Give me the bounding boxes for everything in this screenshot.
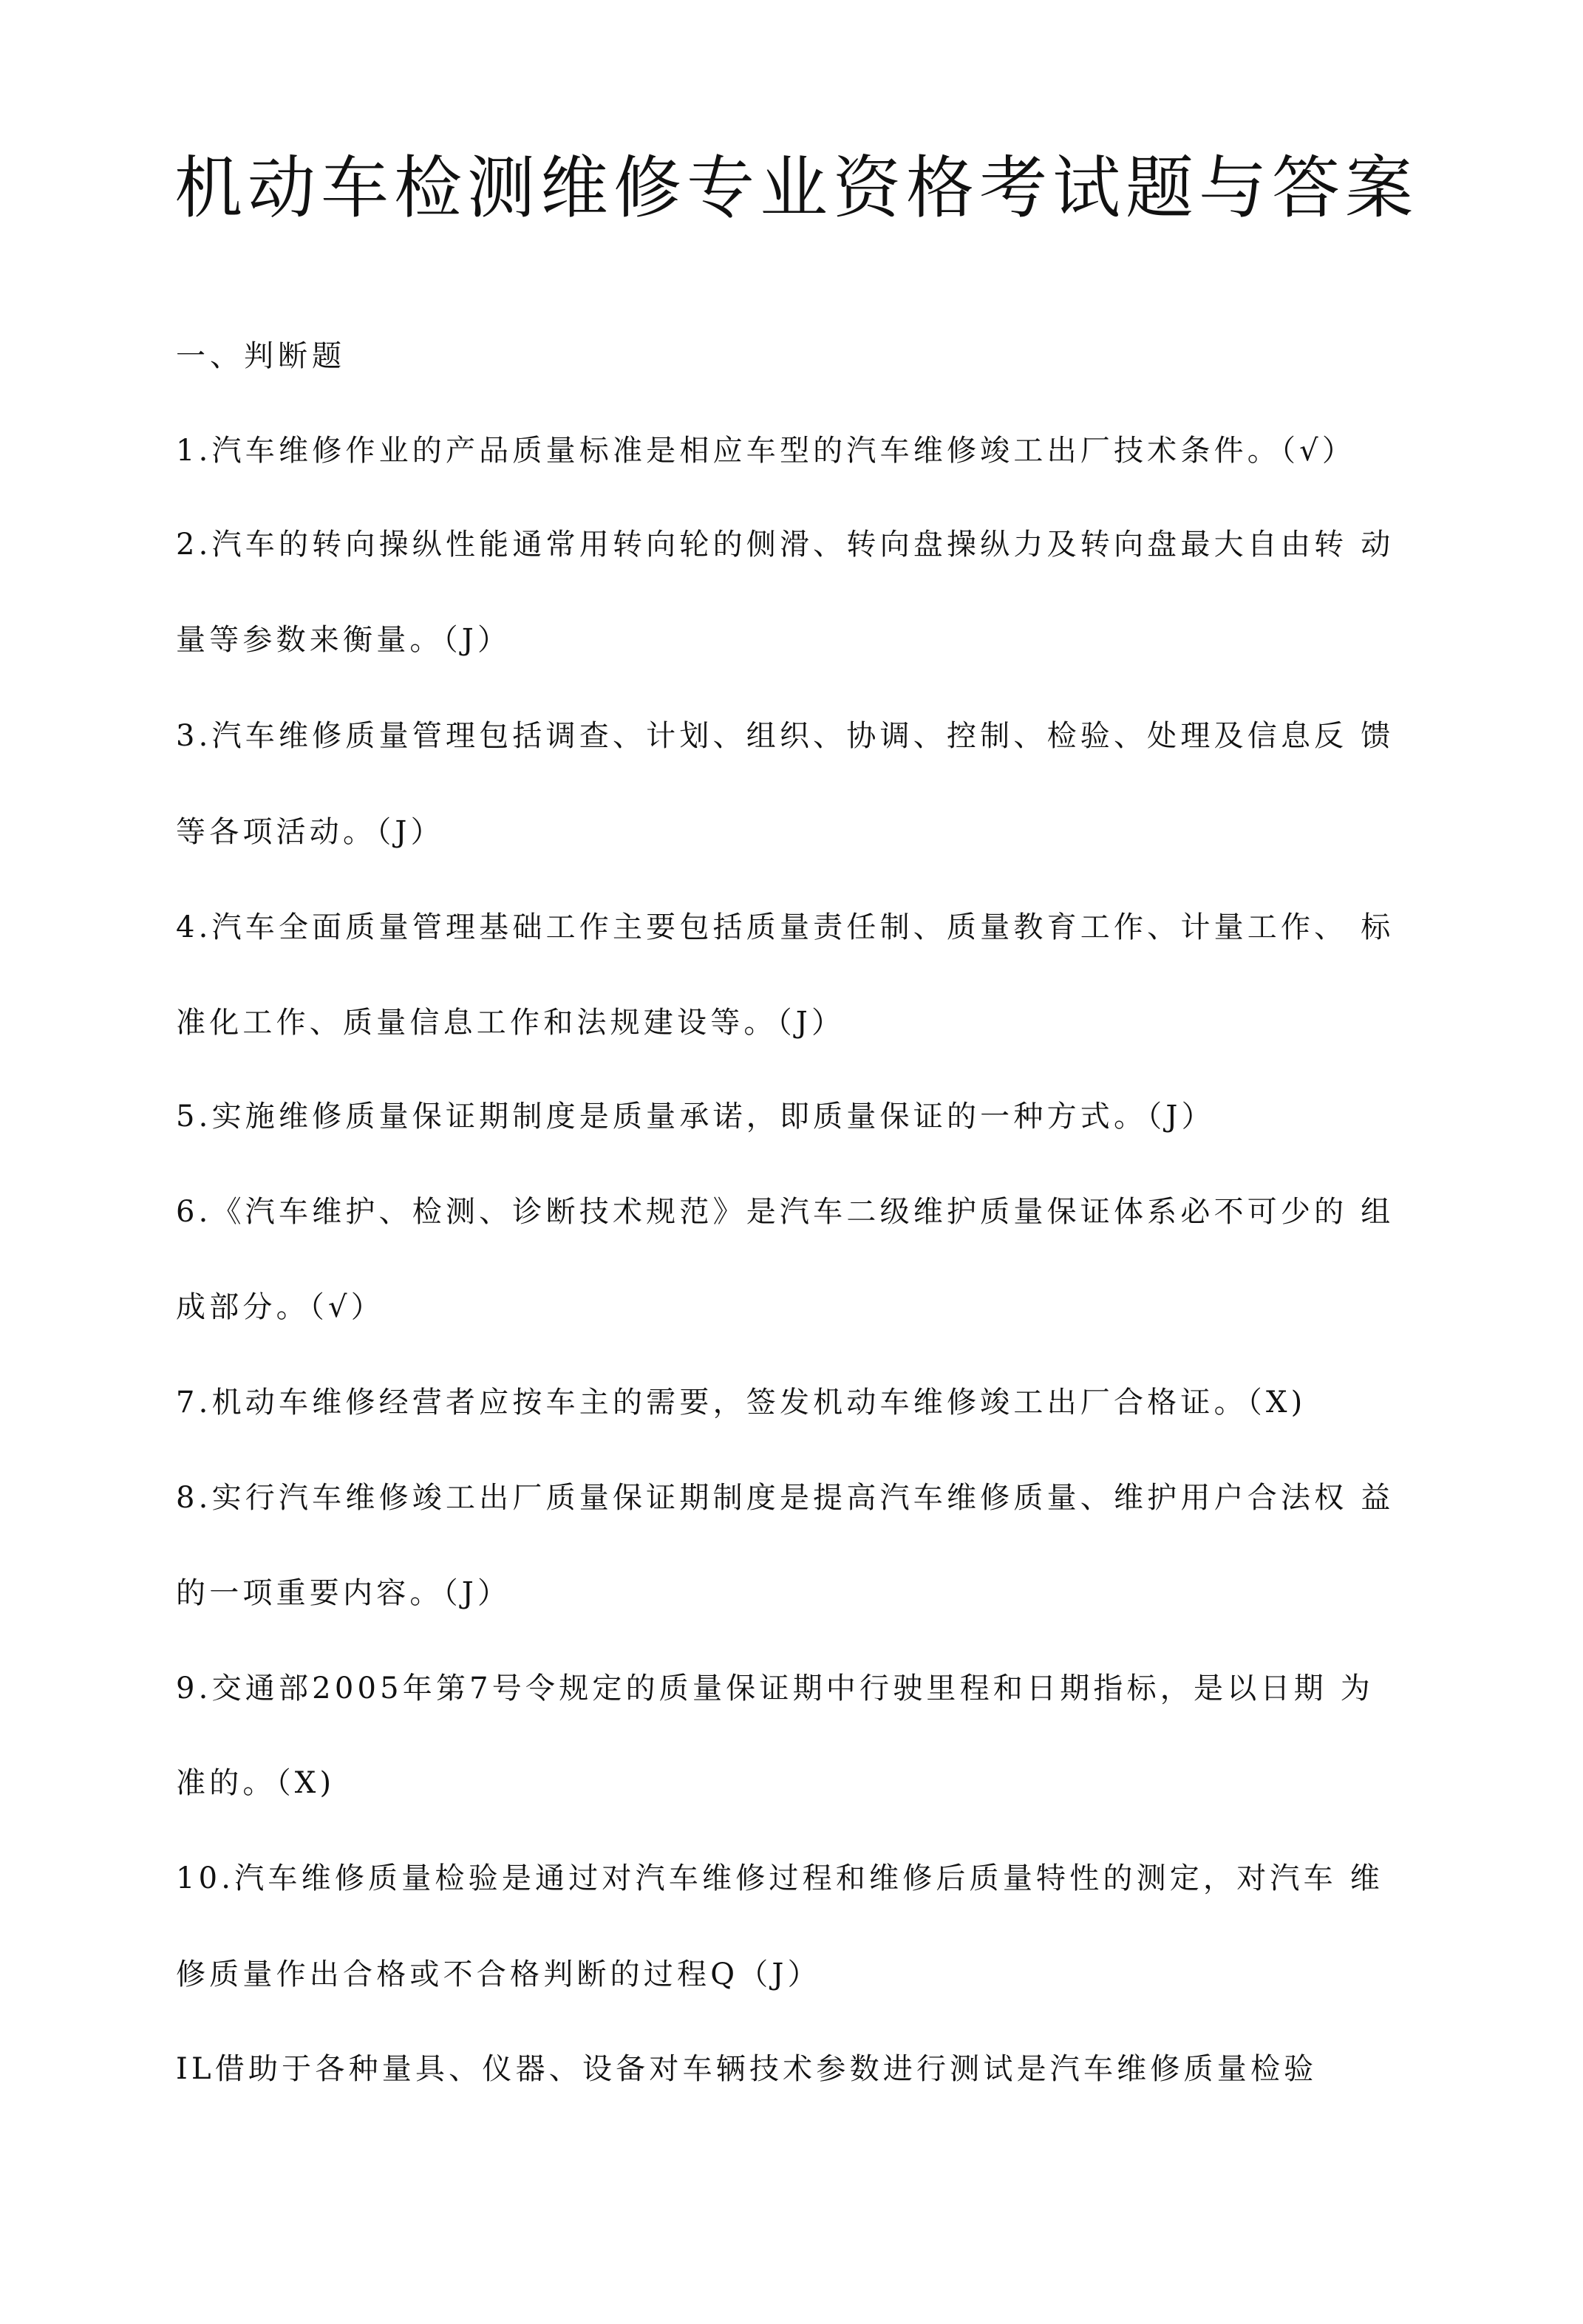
question-line-2: 2.汽车的转向操纵性能通常用转向轮的侧滑、转向盘操纵力及转向盘最大自由转 动 xyxy=(176,528,1395,562)
question-line-12: 8.实行汽车维修竣工出厂质量保证期制度是提高汽车维修质量、维护用户合法权 益 xyxy=(176,1481,1395,1515)
question-line-16: 10.汽车维修质量检验是通过对汽车维修过程和维修后质量特性的测定，对汽车 维 xyxy=(176,1861,1383,1895)
question-line-1: 1.汽车维修作业的产品质量标准是相应车型的汽车维修竣工出厂技术条件。（√） xyxy=(176,434,1356,468)
question-line-6: 4.汽车全面质量管理基础工作主要包括质量责任制、质量教育工作、计量工作、 标 xyxy=(176,910,1395,944)
section-heading: 一、判断题 xyxy=(176,339,346,373)
question-line-17: 修质量作出合格或不合格判断的过程Q（J） xyxy=(176,1957,821,1991)
question-line-9: 6.《汽车维护、检测、诊断技术规范》是汽车二级维护质量保证体系必不可少的 组 xyxy=(176,1195,1395,1229)
question-line-3: 量等参数来衡量。（J） xyxy=(176,623,511,657)
document-title: 机动车检测维修专业资格考试题与答案 xyxy=(174,148,1419,228)
question-line-7: 准化工作、质量信息工作和法规建设等。（J） xyxy=(176,1006,845,1040)
question-line-8: 5.实施维修质量保证期制度是质量承诺，即质量保证的一种方式。（J） xyxy=(176,1100,1215,1134)
question-line-14: 9.交通部2005年第7号令规定的质量保证期中行驶里程和日期指标，是以日期 为 xyxy=(176,1672,1374,1705)
question-line-5: 等各项活动。（J） xyxy=(176,815,444,849)
question-line-10: 成部分。（√） xyxy=(176,1290,384,1324)
question-line-4: 3.汽车维修质量管理包括调查、计划、组织、协调、控制、检验、处理及信息反 馈 xyxy=(176,719,1395,753)
question-line-15: 准的。（X) xyxy=(176,1766,336,1800)
question-line-18: IL借助于各种量具、仪器、设备对车辆技术参数进行测试是汽车维修质量检验 xyxy=(176,2052,1318,2086)
question-line-11: 7.机动车维修经营者应按车主的需要，签发机动车维修竣工出厂合格证。（X) xyxy=(176,1386,1307,1420)
question-line-13: 的一项重要内容。（J） xyxy=(176,1576,511,1610)
